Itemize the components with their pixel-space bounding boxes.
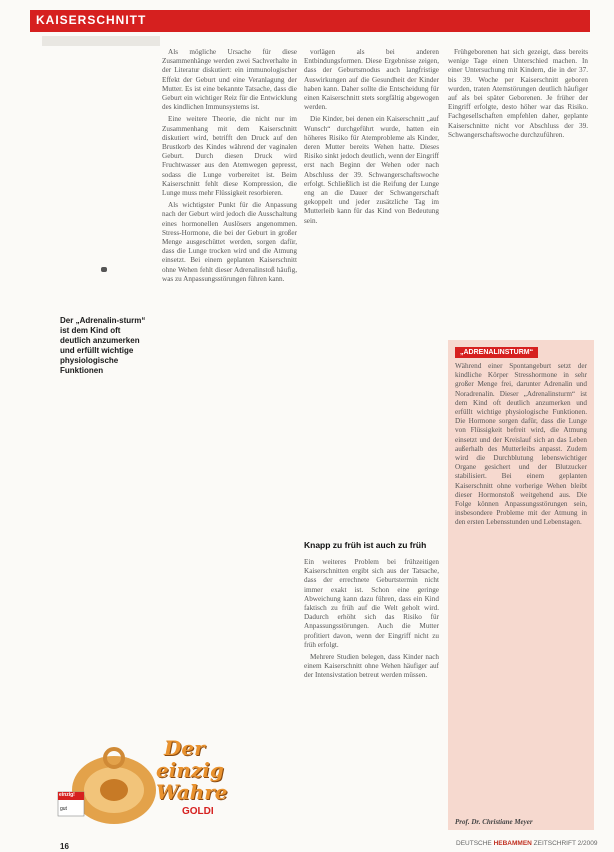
pacifier-advertisement [56,734,234,832]
ad-headline-3: Wahre [156,780,228,804]
paragraph: Ein weiteres Problem bei frühzeitigen Kaiserschnitten ergibt sich aus der Tatsache, dass der errechnete Geburtstermin nicht immer exakt ist. Schon eine geringe Abweichung kann dazu führen, dass ein Kind faktisch zu früh auf die Welt geholt wird. Dadurch erhöht sich das Risiko für Anpassungsstörungen. Auch die Mutter profitiert davon, wenn der Eingriff nicht zu früh erfolgt. [304,558,439,649]
paragraph: vorlägen als bei anderen Entbindungsformen. Diese Ergebnisse zeigen, dass der Geburtsmodus auch langfristige Auswirkungen auf die Gesundheit der Kinder haben kann. Daher sollte die Entscheidung für einen Kaiserschnitt stets sorgfältig abgewogen werden. [304,48,439,112]
ad-brand: GOLDI [182,806,214,817]
infobox-author: Prof. Dr. Christiane Meyer [455,818,533,826]
article-column-2 [304,48,439,556]
article-subheading: Knapp zu früh ist auch zu früh [304,540,427,550]
footer-issue: 2/2009 [577,840,598,847]
ad-badge-subtext: gut [60,806,67,812]
section-title: KAISERSCHNITT [36,13,147,27]
paragraph: Als wichtigster Punkt für die Anpassung nach der Geburt wird jedoch die Ausschaltung eines hormonellen Auslösers angenommen. Stress-Hormone, die bei der Geburt in großer Menge ausgeschüttet werden, sorgen dafür, dass die Lunge trocken wird und die Atmung einsetzt. Bei einem geplanten Kaiserschnitt ohne Wehen fehlt dieser Adrenalinstoß häufig, was zu Anpassungsstörungen führen kann. [162,201,297,283]
ad-headline-2: einzig [156,758,224,782]
header-margin-box [42,36,160,46]
footer-suffix: ZEITSCHRIFT [533,840,576,847]
footer-magazine [456,840,598,847]
article-column-2-continued [304,558,439,828]
footer-prefix: DEUTSCHE [456,840,492,847]
paragraph: Frühgeborenen hat sich gezeigt, dass bereits wenige Tage einen Unterschied machen. In einer Untersuchung mit Kindern, die in der 37. bis 39. Woche per Kaiserschnitt geboren wurden, traten Atemstörungen deutlich häufiger auf als bei später Geborenen. Je früher der Eingriff erfolgte, desto höher war das Risiko. Fachgesellschaften empfehlen daher, geplante Kaiserschnitte nicht vor Abschluss der 39. Schwangerschaftswoche durchzuführen. [448,48,588,139]
sidebar-caption: Der „Adrenalin-sturm“ ist dem Kind oft deutlich anzumerken und erfüllt wichtige physiologische Funktionen [60,316,146,375]
paragraph: Mehrere Studien belegen, dass Kinder nach einem Kaiserschnitt ohne Wehen häufiger auf der Intensivstation betreut werden müssen. [304,653,439,680]
sidebar-marker-icon [101,267,107,272]
article-column-1 [162,48,297,830]
paragraph: Die Kinder, bei denen ein Kaiserschnitt „auf Wunsch“ durchgeführt wurde, hatten ein höheres Risiko für Atemprobleme als Kinder, deren Mutter bereits Wehen hatte. Dieses Risiko sinkt jedoch deutlich, wenn der Eingriff erst nach Beginn der Wehen oder nach Abschluss der 39. Schwangerschaftswoche erfolgt. Schließlich ist die Reifung der Lunge eng an die Dauer der Schwangerschaft gekoppelt und jeder zusätzliche Tag im Mutterleib kann für das Kind von Bedeutung sein. [304,115,439,225]
ad-badge-text: einzig! [59,792,75,798]
paragraph: Als mögliche Ursache für diese Zusammenhänge werden zwei Sachverhalte in der Literatur diskutiert: ein immunologischer Effekt der Geburt und eine Veranlagung der Mutter. Es ist eine bekannte Tatsache, dass die Geburt ein wichtiger Reiz für die Entwicklung des kindlichen Immunsystems ist. [162,48,297,112]
infobox-label: „ADRENALINSTURM“ [455,347,538,358]
article-column-3 [448,48,588,323]
page-number: 16 [60,842,69,851]
footer-brand: HEBAMMEN [493,840,532,847]
ad-headline-1: Der [164,736,205,760]
infobox-text: Während einer Spontangeburt setzt der kindliche Körper Stresshormone in sehr großer Menge frei, darunter Adrenalin und Noradrenalin. Dieser „Adrenalinsturm“ ist dem Kind oft deutlich anzumerken und erfüllt wichtige physiologische Funktionen. Die Hormone sorgen dafür, dass die Lunge von Flüssigkeit befreit wird, die Atmung einsetzt und der Kreislauf sich an das Leben außerhalb des Mutterleibs anpasst. Zudem wird die Durchblutung lebenswichtiger Organe gesichert und der Blutzucker stabilisiert. Bei einem geplanten Kaiserschnitt ohne vorherige Wehen bleibt dieser Hormonstoß weitgehend aus. Die Folge können Anpassungsstörungen sein, insbesondere Probleme mit der Atmung in den ersten Lebensstunden und Lebenstagen. [455,362,587,527]
paragraph: Eine weitere Theorie, die nicht nur im Zusammenhang mit dem Kaiserschnitt diskutiert wird, betrifft den Druck auf den Brustkorb des Kindes während der vaginalen Geburt. Durch diesen Druck wird Fruchtwasser aus den Atemwegen gepresst, sodass die Lunge vorbereitet ist. Beim Kaiserschnitt fehlt diese Kompression, die Lunge muss mehr Flüssigkeit resorbieren. [162,115,297,198]
